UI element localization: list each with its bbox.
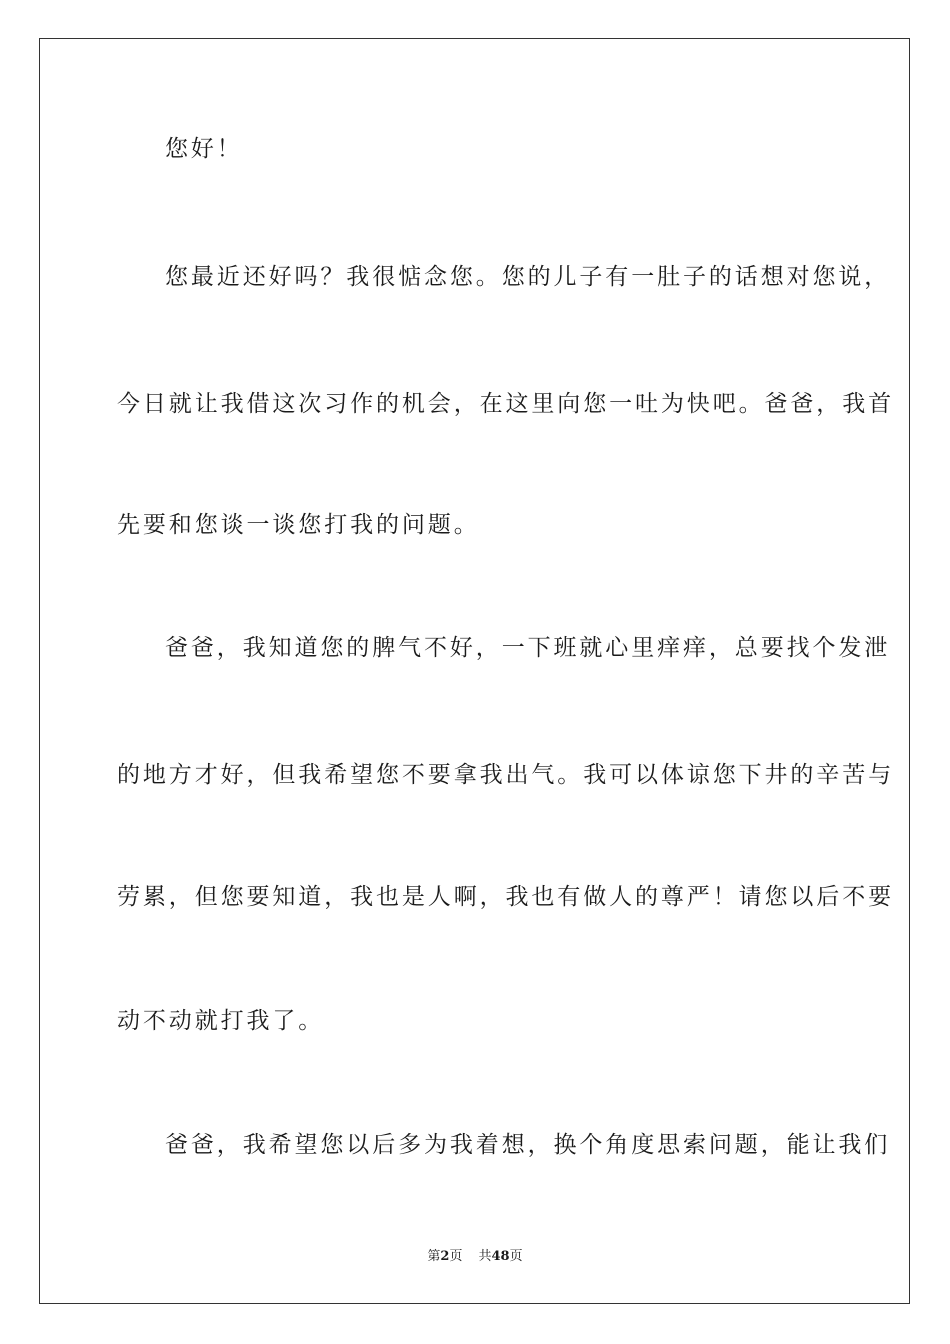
total-suffix: 页 — [509, 1249, 523, 1264]
paragraph-line: 先要和您谈一谈您打我的问题。 — [117, 512, 480, 538]
salutation-line: 您好！ — [165, 136, 243, 162]
page-number: 2 — [440, 1249, 450, 1264]
paragraph-line: 动不动就打我了。 — [117, 1008, 325, 1034]
paragraph-line: 的地方才好，但我希望您不要拿我出气。我可以体谅您下井的辛苦与 — [117, 762, 894, 788]
page-footer — [0, 1248, 950, 1266]
paragraph-line: 爸爸，我希望您以后多为我着想，换个角度思索问题，能让我们 — [165, 1132, 891, 1158]
page-suffix: 页 — [449, 1249, 463, 1264]
total-pages: 48 — [491, 1249, 510, 1264]
paragraph-line: 爸爸，我知道您的脾气不好，一下班就心里痒痒，总要找个发泄 — [165, 635, 891, 661]
page-prefix: 第 — [427, 1249, 441, 1264]
total-prefix: 共 — [478, 1249, 492, 1264]
page-border — [39, 38, 910, 1304]
paragraph-line: 劳累，但您要知道，我也是人啊，我也有做人的尊严！请您以后不要 — [117, 884, 894, 910]
paragraph-line: 今日就让我借这次习作的机会，在这里向您一吐为快吧。爸爸，我首 — [117, 391, 894, 417]
paragraph-line: 您最近还好吗？我很惦念您。您的儿子有一肚子的话想对您说， — [165, 264, 891, 290]
